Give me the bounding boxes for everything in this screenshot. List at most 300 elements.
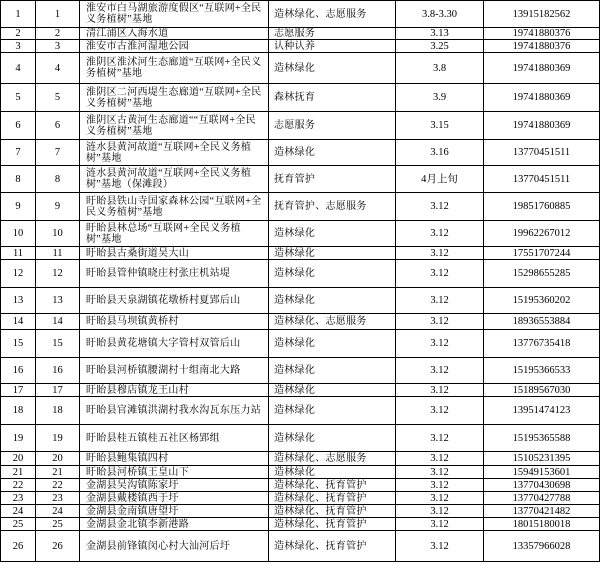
phone-cell xyxy=(484,505,600,517)
phone-cell xyxy=(484,84,600,111)
date-text: 3.12 xyxy=(430,466,449,478)
number-cell xyxy=(36,330,80,357)
location-cell xyxy=(80,314,269,329)
phone-text: 19741880369 xyxy=(512,62,571,74)
table-row xyxy=(1,221,600,247)
row-index: 26 xyxy=(12,540,24,552)
index-cell xyxy=(1,531,36,561)
location-cell xyxy=(80,518,269,530)
index-cell xyxy=(1,330,36,357)
location-cell xyxy=(80,1,269,27)
location-cell xyxy=(80,531,269,561)
row-number: 15 xyxy=(52,338,63,349)
phone-cell xyxy=(484,260,600,287)
table-row xyxy=(1,84,600,112)
index-cell xyxy=(1,518,36,530)
row-index: 3 xyxy=(15,40,21,52)
location-text: 淮安市白马湖旅游度假区“互联网+全民义务植树”基地 xyxy=(86,3,262,25)
activity-cell xyxy=(269,112,396,139)
location-cell xyxy=(80,40,269,52)
date-text: 3.12 xyxy=(430,492,449,504)
date-text: 3.12 xyxy=(430,453,449,464)
row-number: 5 xyxy=(54,92,61,103)
location-cell xyxy=(80,384,269,396)
date-cell xyxy=(396,466,484,478)
location-text: 盱眙县河桥镇王皇山下 xyxy=(86,466,189,478)
activity-text: 抚育管护 xyxy=(274,173,316,185)
activity-cell xyxy=(269,358,396,383)
activity-cell xyxy=(269,452,396,465)
location-cell xyxy=(80,330,269,357)
location-text: 盱眙县官滩镇洪湖村我水沟瓦东压力站 xyxy=(86,405,262,416)
location-cell xyxy=(80,452,269,465)
table-row xyxy=(1,314,600,330)
phone-cell xyxy=(484,466,600,478)
table-row xyxy=(1,193,600,221)
row-number: 26 xyxy=(52,540,63,552)
row-number: 18 xyxy=(52,405,63,416)
location-text: 金湖县金南镇唐望圩 xyxy=(86,505,179,517)
date-text: 3.8-3.30 xyxy=(422,8,457,20)
phone-cell xyxy=(484,53,600,83)
activity-text: 造林绿化、抚育管护 xyxy=(274,492,367,504)
table-row xyxy=(1,425,600,452)
phone-text: 15298655285 xyxy=(512,268,571,279)
index-cell xyxy=(1,288,36,313)
phone-cell xyxy=(484,247,600,259)
activity-text: 造林绿化、抚育管护 xyxy=(274,540,367,552)
table-row xyxy=(1,140,600,166)
number-cell xyxy=(36,112,80,139)
location-cell xyxy=(80,260,269,287)
number-cell xyxy=(36,466,80,478)
number-cell xyxy=(36,1,80,27)
date-text: 3.12 xyxy=(430,247,449,259)
row-number: 10 xyxy=(52,228,63,239)
phone-cell xyxy=(484,452,600,465)
phone-text: 19741880376 xyxy=(512,40,571,52)
activity-text: 造林绿化、志愿服务 xyxy=(274,316,367,327)
row-index: 24 xyxy=(12,505,24,517)
row-number: 7 xyxy=(54,147,61,158)
location-text: 盱眙县鲍集镇四村 xyxy=(86,453,169,464)
activity-cell xyxy=(269,140,396,165)
number-cell xyxy=(36,260,80,287)
date-cell xyxy=(396,384,484,396)
activity-cell xyxy=(269,466,396,478)
row-index: 9 xyxy=(15,201,21,212)
table-row xyxy=(1,492,600,505)
location-cell xyxy=(80,166,269,192)
date-text: 3.12 xyxy=(430,540,449,552)
row-number: 19 xyxy=(52,432,63,444)
location-cell xyxy=(80,112,269,139)
index-cell xyxy=(1,314,36,329)
activity-text: 抚育管护、志愿服务 xyxy=(274,201,367,212)
phone-text: 15105231395 xyxy=(512,453,571,464)
location-text: 盱眙县天泉湖镇花墩桥村夏郢后山 xyxy=(86,295,241,306)
row-index: 6 xyxy=(15,120,21,131)
number-cell xyxy=(36,140,80,165)
row-index: 18 xyxy=(12,405,24,416)
table-row xyxy=(1,384,600,397)
location-cell xyxy=(80,492,269,504)
location-text: 盱眙县铁山寺国家森林公园“互联网+全民义务植树”基地 xyxy=(86,195,262,218)
phone-text: 19741880376 xyxy=(512,28,571,39)
date-cell xyxy=(396,193,484,220)
row-number: 24 xyxy=(52,505,63,517)
phone-cell xyxy=(484,193,600,220)
phone-text: 19851760885 xyxy=(512,201,571,212)
phone-cell xyxy=(484,314,600,329)
phone-text: 19741880369 xyxy=(512,120,571,131)
number-cell xyxy=(36,193,80,220)
date-text: 3.16 xyxy=(430,147,449,158)
location-text: 盱眙县黄花塘镇大字管村双管后山 xyxy=(86,338,241,349)
phone-cell xyxy=(484,358,600,383)
row-number: 2 xyxy=(54,28,61,39)
row-index: 1 xyxy=(15,8,21,20)
activity-cell xyxy=(269,1,396,27)
date-text: 3.12 xyxy=(430,316,449,327)
row-index: 19 xyxy=(12,432,24,444)
activity-text: 造林绿化 xyxy=(274,62,316,74)
row-number: 3 xyxy=(54,40,61,52)
phone-cell xyxy=(484,384,600,396)
phone-text: 15949153601 xyxy=(512,466,571,478)
activity-text: 造林绿化、志愿服务 xyxy=(274,8,367,20)
activity-cell xyxy=(269,288,396,313)
date-text: 4月上旬 xyxy=(421,173,458,185)
index-cell xyxy=(1,466,36,478)
date-cell xyxy=(396,492,484,504)
date-text: 3.12 xyxy=(430,295,449,306)
date-cell xyxy=(396,358,484,383)
date-cell xyxy=(396,425,484,451)
phone-text: 13770451511 xyxy=(512,173,571,185)
index-cell xyxy=(1,1,36,27)
row-number: 25 xyxy=(52,518,63,530)
number-cell xyxy=(36,479,80,491)
location-cell xyxy=(80,28,269,39)
row-index: 11 xyxy=(12,247,24,259)
phone-cell xyxy=(484,479,600,491)
phone-cell xyxy=(484,330,600,357)
activity-text: 造林绿化 xyxy=(274,338,316,349)
row-index: 8 xyxy=(15,173,21,185)
activity-text: 认种认养 xyxy=(274,40,316,52)
location-cell xyxy=(80,479,269,491)
date-cell xyxy=(396,221,484,246)
index-cell xyxy=(1,53,36,83)
index-cell xyxy=(1,384,36,396)
row-index: 4 xyxy=(15,62,21,74)
row-number: 16 xyxy=(52,365,63,376)
location-cell xyxy=(80,397,269,424)
activity-text: 造林绿化、抚育管护 xyxy=(274,505,367,517)
phone-cell xyxy=(484,28,600,39)
number-cell xyxy=(36,314,80,329)
index-cell xyxy=(1,452,36,465)
number-cell xyxy=(36,518,80,530)
date-cell xyxy=(396,247,484,259)
location-text: 盱眙县林总场“互联网+全民义务植树”基地 xyxy=(86,222,241,245)
number-cell xyxy=(36,425,80,451)
activity-cell xyxy=(269,492,396,504)
date-text: 3.12 xyxy=(430,365,449,376)
activity-text: 造林绿化、志愿服务 xyxy=(274,453,367,464)
row-index: 22 xyxy=(12,479,24,491)
date-text: 3.25 xyxy=(430,40,449,52)
date-text: 3.8 xyxy=(432,62,447,74)
phone-text: 18936553884 xyxy=(512,316,571,327)
location-text: 淮阴区古黄河生态廊道““互联网+全民义务植树”基地 xyxy=(86,114,256,137)
row-number: 4 xyxy=(54,62,61,74)
location-text: 金湖县前锋镇闵心村大汕河后圩 xyxy=(86,540,231,552)
row-index: 12 xyxy=(12,268,24,279)
table-row xyxy=(1,466,600,479)
table-row xyxy=(1,518,600,531)
number-cell xyxy=(36,452,80,465)
row-number: 8 xyxy=(54,173,61,185)
phone-text: 13776735418 xyxy=(512,338,571,349)
index-cell xyxy=(1,221,36,246)
activity-cell xyxy=(269,247,396,259)
date-text: 3.13 xyxy=(430,28,449,39)
index-cell xyxy=(1,112,36,139)
phone-cell xyxy=(484,492,600,504)
row-number: 6 xyxy=(54,120,61,131)
row-number: 17 xyxy=(52,384,63,396)
row-number: 22 xyxy=(52,479,63,491)
date-text: 3.15 xyxy=(430,120,449,131)
location-text: 盱眙县马坝镇黄桥村 xyxy=(86,316,179,327)
activity-text: 造林绿化 xyxy=(274,268,316,279)
activity-text: 造林绿化 xyxy=(274,466,316,478)
index-cell xyxy=(1,260,36,287)
phone-text: 13770421482 xyxy=(512,505,571,517)
phone-text: 17551707244 xyxy=(512,247,571,259)
row-number: 14 xyxy=(52,316,63,327)
activity-cell xyxy=(269,53,396,83)
location-text: 淮阴区二河西堤生态廊道“互联网+全民义务植树”基地 xyxy=(86,86,262,109)
row-number: 9 xyxy=(54,201,61,212)
activity-text: 森林抚育 xyxy=(274,92,316,103)
date-cell xyxy=(396,288,484,313)
phone-cell xyxy=(484,221,600,246)
date-text: 3.12 xyxy=(430,228,449,239)
index-cell xyxy=(1,492,36,504)
index-cell xyxy=(1,479,36,491)
index-cell xyxy=(1,247,36,259)
phone-text: 15189567030 xyxy=(512,384,571,396)
location-text: 涟水县黄河故道“互联网+全民义务植树”基地（保滩段） xyxy=(86,168,252,190)
phone-cell xyxy=(484,397,600,424)
date-cell xyxy=(396,112,484,139)
index-cell xyxy=(1,425,36,451)
row-index: 20 xyxy=(12,453,24,464)
date-cell xyxy=(396,531,484,561)
phone-text: 19741880369 xyxy=(512,92,571,103)
activity-text: 造林绿化 xyxy=(274,384,316,396)
number-cell xyxy=(36,384,80,396)
activity-cell xyxy=(269,505,396,517)
location-text: 盱眙县河桥镇腰湖村十组南北大路 xyxy=(86,365,241,376)
number-cell xyxy=(36,505,80,517)
date-text: 3.12 xyxy=(430,384,449,396)
date-cell xyxy=(396,479,484,491)
phone-cell xyxy=(484,140,600,165)
phone-cell xyxy=(484,40,600,52)
location-text: 清江浦区入海水道 xyxy=(86,28,169,39)
table-row xyxy=(1,40,600,53)
phone-text: 15195365588 xyxy=(512,432,571,444)
location-text: 盱眙县管仲镇晓庄村张庄机站堤 xyxy=(86,268,231,279)
row-index: 5 xyxy=(15,92,21,103)
activity-text: 造林绿化 xyxy=(274,365,316,376)
table-row xyxy=(1,531,600,562)
date-cell xyxy=(396,452,484,465)
location-text: 盱眙县古桑街道吴大山 xyxy=(86,247,189,259)
location-text: 金湖县金北镇李新港路 xyxy=(86,518,189,530)
row-index: 16 xyxy=(12,365,24,376)
row-number: 23 xyxy=(52,492,63,504)
location-cell xyxy=(80,53,269,83)
date-text: 3.12 xyxy=(430,518,449,530)
index-cell xyxy=(1,28,36,39)
number-cell xyxy=(36,492,80,504)
phone-cell xyxy=(484,288,600,313)
table-row xyxy=(1,1,600,28)
location-cell xyxy=(80,505,269,517)
row-index: 17 xyxy=(12,384,24,396)
location-text: 盱眙县穆店镇龙王山村 xyxy=(86,384,189,396)
location-text: 金湖县戴楼镇西于圩 xyxy=(86,492,179,504)
location-text: 金湖县吴沟镇陈家圩 xyxy=(86,479,179,491)
date-cell xyxy=(396,28,484,39)
activity-text: 志愿服务 xyxy=(274,120,316,131)
row-index: 13 xyxy=(12,295,24,306)
table-row xyxy=(1,260,600,288)
phone-cell xyxy=(484,1,600,27)
date-text: 3.12 xyxy=(430,505,449,517)
table-row xyxy=(1,358,600,384)
location-cell xyxy=(80,288,269,313)
activity-cell xyxy=(269,479,396,491)
location-cell xyxy=(80,140,269,165)
phone-text: 18015180018 xyxy=(512,518,571,530)
date-text: 3.12 xyxy=(430,338,449,349)
location-cell xyxy=(80,247,269,259)
phone-text: 13357966028 xyxy=(512,540,571,552)
location-text: 淮安市古淮河湿地公园 xyxy=(86,40,189,52)
activity-cell xyxy=(269,28,396,39)
activity-cell xyxy=(269,84,396,111)
number-cell xyxy=(36,288,80,313)
activity-text: 造林绿化 xyxy=(274,147,316,158)
table-row xyxy=(1,53,600,84)
location-cell xyxy=(80,466,269,478)
date-cell xyxy=(396,1,484,27)
phone-text: 13951474123 xyxy=(512,405,571,416)
activity-cell xyxy=(269,221,396,246)
row-index: 14 xyxy=(12,316,24,327)
location-cell xyxy=(80,358,269,383)
phone-text: 15195366533 xyxy=(512,365,571,376)
date-text: 3.12 xyxy=(430,201,449,212)
activity-cell xyxy=(269,260,396,287)
table-row xyxy=(1,330,600,358)
index-cell xyxy=(1,505,36,517)
activity-cell xyxy=(269,40,396,52)
row-index: 7 xyxy=(15,147,21,158)
date-cell xyxy=(396,397,484,424)
activity-cell xyxy=(269,425,396,451)
date-cell xyxy=(396,505,484,517)
phone-text: 19962267012 xyxy=(512,228,571,239)
number-cell xyxy=(36,28,80,39)
date-cell xyxy=(396,40,484,52)
date-cell xyxy=(396,53,484,83)
row-number: 12 xyxy=(52,268,63,279)
number-cell xyxy=(36,358,80,383)
table-row xyxy=(1,505,600,518)
index-cell xyxy=(1,140,36,165)
activity-text: 造林绿化 xyxy=(274,405,316,416)
row-index: 10 xyxy=(12,228,24,239)
number-cell xyxy=(36,40,80,52)
index-cell xyxy=(1,397,36,424)
row-number: 11 xyxy=(52,247,63,259)
table-row xyxy=(1,28,600,40)
row-number: 1 xyxy=(54,8,61,20)
number-cell xyxy=(36,247,80,259)
date-text: 3.12 xyxy=(430,405,449,416)
number-cell xyxy=(36,84,80,111)
activity-text: 造林绿化、抚育管护 xyxy=(274,518,367,530)
date-cell xyxy=(396,166,484,192)
row-number: 13 xyxy=(52,295,63,306)
date-text: 3.9 xyxy=(432,92,447,103)
phone-text: 15195360202 xyxy=(512,295,571,306)
index-cell xyxy=(1,166,36,192)
date-cell xyxy=(396,140,484,165)
activity-cell xyxy=(269,314,396,329)
activity-cell xyxy=(269,330,396,357)
number-cell xyxy=(36,397,80,424)
activity-cell xyxy=(269,397,396,424)
row-index: 21 xyxy=(12,466,24,478)
row-index: 25 xyxy=(12,518,24,530)
location-text: 盱眙县桂五镇桂五社区杨郢组 xyxy=(86,432,220,444)
phone-cell xyxy=(484,112,600,139)
date-cell xyxy=(396,260,484,287)
table-row xyxy=(1,452,600,466)
date-text: 3.12 xyxy=(430,268,449,279)
activity-cell xyxy=(269,384,396,396)
table-row xyxy=(1,288,600,314)
table-row xyxy=(1,247,600,260)
activity-text: 志愿服务 xyxy=(274,28,316,39)
table-row xyxy=(1,112,600,140)
phone-cell xyxy=(484,531,600,561)
date-text: 3.12 xyxy=(430,432,449,444)
phone-text: 13770430698 xyxy=(512,479,571,491)
activity-cell xyxy=(269,193,396,220)
location-text: 淮阴区淮沭河生态廊道“互联网+全民义务植树”基地 xyxy=(86,57,262,79)
activity-text: 造林绿化 xyxy=(274,228,316,239)
activity-cell xyxy=(269,531,396,561)
